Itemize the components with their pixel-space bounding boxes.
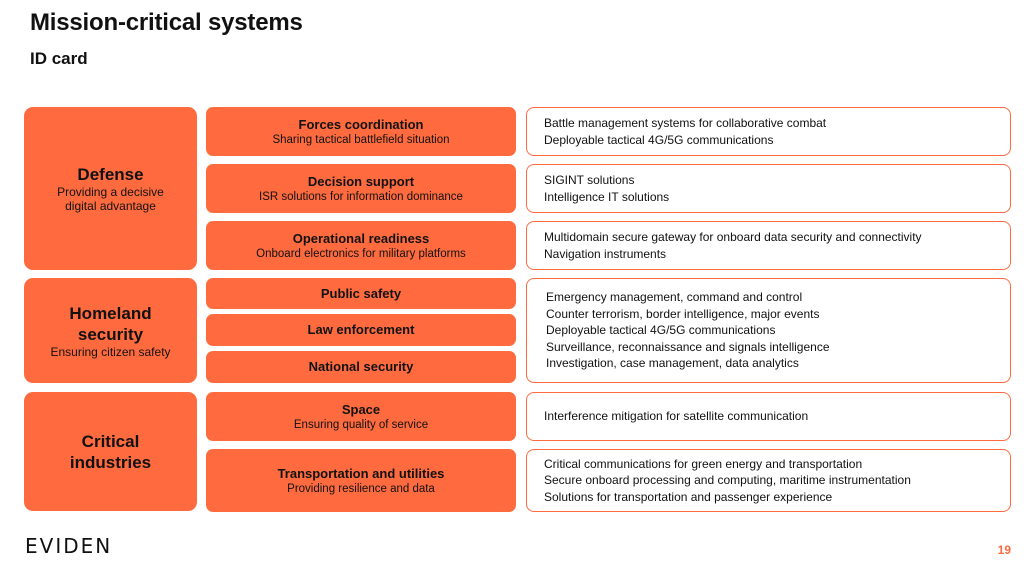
page-number: 19: [997, 543, 1011, 557]
subcategory-description: Providing resilience and data: [287, 482, 435, 495]
page-title: Mission-critical systems: [30, 9, 303, 36]
subcategory-name: Space: [341, 401, 381, 417]
subcategory-name: Public safety: [320, 285, 402, 301]
category-description: Providing a decisive digital advantage: [57, 185, 164, 213]
detail-item: Surveillance, reconnaissance and signals intelligence: [546, 339, 830, 354]
subcategory-name: Forces coordination: [298, 116, 424, 132]
category-name: Defense: [77, 165, 144, 184]
detail-item: Interference mitigation for satellite communication: [544, 409, 809, 424]
subcategory-transportation-and-utilities: [206, 449, 516, 512]
details-homeland-security: [526, 278, 1011, 383]
subcategory-description: Sharing tactical battlefield situation: [272, 133, 450, 146]
details-operational-readiness: [526, 221, 1011, 270]
detail-item: Emergency management, command and control: [546, 290, 803, 305]
subcategory-name: Decision support: [307, 173, 415, 189]
detail-item: Intelligence IT solutions: [544, 189, 670, 204]
subcategory-description: ISR solutions for information dominance: [259, 190, 463, 203]
details-decision-support: [526, 164, 1011, 213]
detail-item: Navigation instruments: [544, 246, 667, 261]
details-forces-coordination: [526, 107, 1011, 156]
detail-item: Solutions for transportation and passenger experience: [544, 489, 833, 504]
subcategory-name: National security: [308, 359, 414, 374]
detail-item: Secure onboard processing and computing, maritime instrumentation: [544, 473, 911, 488]
detail-item: Investigation, case management, data analytics: [546, 356, 799, 371]
details-space: [526, 392, 1011, 441]
subcategory-description: Ensuring quality of service: [293, 418, 429, 431]
detail-item: Deployable tactical 4G/5G communications: [546, 323, 776, 338]
detail-item: Battle management systems for collaborative combat: [544, 116, 827, 130]
detail-item: Multidomain secure gateway for onboard data security and connectivity: [544, 230, 922, 244]
detail-item: Counter terrorism, border intelligence, major events: [546, 306, 820, 321]
eviden-logo: EVIDEN: [25, 534, 113, 558]
subcategory-name: Law enforcement: [307, 322, 415, 337]
category-name: Homeland security: [69, 303, 152, 344]
subcategory-description: Onboard electronics for military platforms: [256, 247, 466, 260]
detail-item: SIGINT solutions: [544, 173, 635, 187]
subcategory-space: [206, 392, 516, 441]
subcategory-forces-coordination: [206, 107, 516, 156]
subcategory-operational-readiness: [206, 221, 516, 270]
category-homeland-security: [24, 278, 197, 383]
detail-item: Critical communications for green energy and transportation: [544, 456, 863, 471]
subcategory-decision-support: [206, 164, 516, 213]
subcategory-name: Operational readiness: [292, 230, 430, 246]
subcategory-name: Transportation and utilities: [277, 465, 445, 481]
details-transportation-and-utilities: [526, 449, 1011, 512]
subcategory-law-enforcement: [206, 314, 516, 346]
category-description: Ensuring citizen safety: [50, 344, 171, 359]
page-subtitle: ID card: [30, 49, 88, 68]
subcategory-national-security: [206, 351, 516, 383]
category-defense: [24, 107, 197, 270]
detail-item: Deployable tactical 4G/5G communications: [544, 132, 774, 147]
subcategory-public-safety: [206, 278, 516, 309]
category-name: Critical industries: [69, 431, 152, 472]
category-critical-industries: [24, 392, 197, 511]
